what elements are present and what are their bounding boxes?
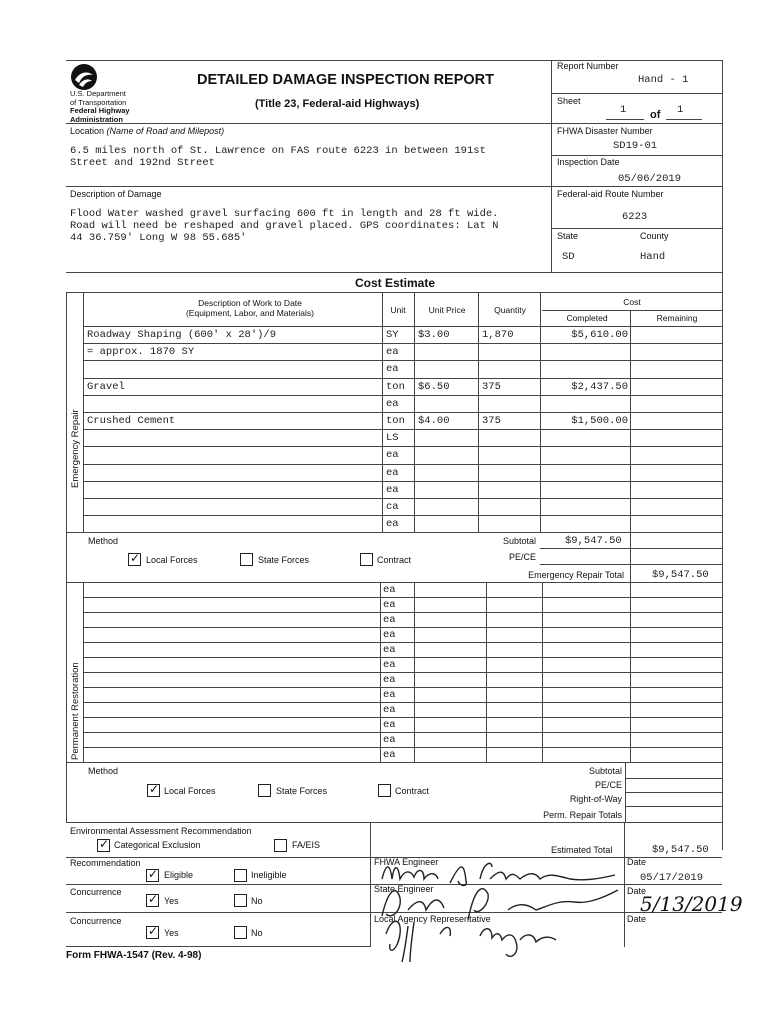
er-contract-checkbox[interactable] [360,553,373,566]
row-divider [83,481,722,482]
route-number-label: Federal-aid Route Number [557,189,664,199]
local-date-label: Date [627,914,647,924]
pr-totals-label: Perm. Repair Totals [543,810,622,820]
completed-header: Completed [566,313,608,323]
row-divider [83,747,722,748]
er-state-forces-checkbox[interactable] [240,553,253,566]
pr-local-forces-label: Local Forces [164,786,216,796]
er-method-label: Method [88,536,119,546]
er-completed-cell[interactable]: $5,610.00 [571,329,628,341]
concurrence-1-no-label: No [251,896,263,906]
cat-exclusion-label: Categorical Exclusion [114,840,201,850]
page-title: DETAILED DAMAGE INSPECTION REPORT [197,72,494,88]
unit-price-header: Unit Price [428,305,466,315]
fhwa-date[interactable]: 05/17/2019 [640,872,704,884]
er-unit-price-cell[interactable]: $3.00 [418,329,450,341]
of-label: of [650,109,661,121]
row-divider [83,597,722,598]
concurrence-2-no-checkbox[interactable] [234,926,247,939]
concurrence-1-yes-label: Yes [164,896,179,906]
location-label: Location (Name of Road and Milepost) [70,126,225,136]
pr-unit-cell[interactable]: ea [383,719,396,731]
checkmark-icon: ✓ [148,924,159,938]
fa-eis-label: FA/EIS [292,840,321,850]
local-rep-label: Local Agency Representative [374,914,491,924]
er-quantity-cell[interactable]: 1,870 [482,329,514,341]
er-local-forces-label: Local Forces [146,555,198,565]
damage-label: Description of Damage [70,189,162,199]
emergency-repair-label: Emergency Repair [70,409,81,488]
row-divider [83,360,722,361]
er-subtotal[interactable]: $9,547.50 [565,535,622,547]
pr-unit-cell[interactable]: ea [383,689,396,701]
concurrence-1-yes-checkbox[interactable] [146,894,159,907]
page-subtitle: (Title 23, Federal-aid Highways) [255,98,420,110]
pr-contract-checkbox[interactable] [378,784,391,797]
row-divider [83,498,722,499]
er-unit-cell[interactable]: ea [386,363,399,376]
er-description-cell[interactable]: Roadway Shaping (600' x 28')/9 [87,329,277,341]
er-unit-cell[interactable]: ea [386,483,399,496]
sheet-label: Sheet [557,96,581,106]
er-state-forces-label: State Forces [258,555,310,565]
er-unit-cell[interactable]: ea [386,466,399,479]
row-divider [83,429,722,430]
state-date[interactable]: 5/13/2019 [640,892,743,916]
permanent-restoration-label: Permanent Restoration [70,662,81,760]
state-label: State [557,231,579,241]
er-unit-cell[interactable]: ea [386,449,399,462]
fhwa-engineer-label: FHWA Engineer [374,857,439,867]
local-rep-signature [380,914,580,964]
ineligible-checkbox[interactable] [234,869,247,882]
ineligible-label: Ineligible [251,870,287,880]
pr-unit-cell[interactable]: ea [383,644,396,656]
row-divider [83,612,722,613]
pr-method-label: Method [88,766,119,776]
er-unit-price-cell[interactable]: $4.00 [418,415,450,427]
eligible-label: Eligible [164,870,194,880]
pr-state-forces-label: State Forces [276,786,328,796]
row-divider [83,657,722,658]
er-pece-label: PE/CE [508,552,536,562]
row-divider [83,446,722,447]
pr-unit-cell[interactable]: ea [383,584,396,596]
cost-estimate-title: Cost Estimate [355,276,436,290]
pr-unit-cell[interactable]: ea [383,749,396,761]
checkmark-icon: ✓ [148,867,159,881]
row-divider [83,732,722,733]
state-value[interactable]: SD [562,251,575,263]
er-completed-cell[interactable]: $1,500.00 [571,415,628,427]
form-number: Form FHWA-1547 (Rev. 4-98) [66,950,202,961]
er-completed-cell[interactable]: $2,437.50 [571,380,628,393]
concurrence-2-no-label: No [251,928,263,938]
row-divider [83,464,722,465]
pr-local-forces-checkbox[interactable] [147,784,160,797]
recommendation-label: Recommendation [70,858,141,868]
row-divider [83,687,722,688]
concurrence-1-label: Concurrence [70,887,122,897]
er-local-forces-checkbox[interactable] [128,553,141,566]
er-total-label: Emergency Repair Total [528,570,624,580]
row-divider [83,378,722,379]
remaining-header: Remaining [656,313,698,323]
description-header: Description of Work to Date (Equipment, Labor, and Materials) [185,298,315,318]
er-quantity-cell[interactable]: 375 [482,380,501,393]
er-unit-price-cell[interactable]: $6.50 [418,380,450,393]
pr-unit-cell[interactable]: ea [383,629,396,641]
er-unit-cell[interactable]: ea [386,397,399,410]
pr-right-of-way-label: Right-of-Way [569,794,622,804]
er-total[interactable]: $9,547.50 [652,569,709,581]
pr-state-forces-checkbox[interactable] [258,784,271,797]
er-unit-cell[interactable]: ton [386,380,405,393]
pr-unit-cell[interactable]: ea [383,599,396,611]
quantity-header: Quantity [494,305,526,315]
row-divider [83,515,722,516]
pr-unit-cell[interactable]: ea [383,659,396,671]
er-contract-label: Contract [377,555,412,565]
pr-unit-cell[interactable]: ea [383,614,396,626]
er-unit-cell[interactable]: LS [386,432,399,445]
checkmark-icon: ✓ [99,837,110,851]
county-label: County [640,231,669,241]
inspection-date[interactable]: 05/06/2019 [618,173,682,185]
checkmark-icon: ✓ [130,551,141,565]
er-unit-cell[interactable]: ea [386,346,399,359]
cost-header: Cost [623,297,641,307]
sheet-total[interactable]: 1 [677,104,684,116]
row-divider [83,702,722,703]
state-date-label: Date [627,886,647,896]
county-value[interactable]: Hand [640,251,666,263]
eligible-checkbox[interactable] [146,869,159,882]
checkmark-icon: ✓ [149,782,160,796]
pr-contract-label: Contract [395,786,430,796]
agency-name: U.S. Department of Transportation Federal Highway Administration [70,89,130,124]
er-unit-cell[interactable]: ea [386,518,399,531]
er-unit-cell[interactable]: ca [386,501,399,513]
sheet-number[interactable]: 1 [620,104,627,116]
pr-unit-cell[interactable]: ea [383,674,396,686]
estimated-total-label: Estimated Total [551,845,613,855]
disaster-number-label: FHWA Disaster Number [557,126,653,136]
row-divider [83,627,722,628]
state-engineer-label: State Engineer [374,884,434,894]
er-quantity-cell[interactable]: 375 [482,415,501,427]
er-unit-cell[interactable]: ton [386,415,405,427]
pr-unit-cell[interactable]: ea [383,734,396,746]
concurrence-1-no-checkbox[interactable] [234,894,247,907]
dot-logo-icon [70,63,98,91]
row-divider [83,642,722,643]
concurrence-2-yes-label: Yes [164,928,179,938]
er-unit-cell[interactable]: SY [386,329,399,341]
checkmark-icon: ✓ [148,892,159,906]
row-divider [83,672,722,673]
unit-header: Unit [390,305,406,315]
damage-text[interactable]: Flood Water washed gravel surfacing 600 ft in length and 28 ft wide. Road will need be reshaped and gravel placed. GPS coordinates: Lat N 44 36.759' Long W 98 55.685' [70,208,499,244]
pr-subtotal-label: Subtotal [588,766,622,776]
row-divider [83,343,722,344]
row-divider [83,412,722,413]
er-description-cell[interactable]: = approx. 1870 SY [87,346,195,359]
er-description-cell[interactable]: Gravel [87,380,125,393]
pr-unit-cell[interactable]: ea [383,704,396,716]
disaster-number[interactable]: SD19-01 [613,140,658,152]
report-number-label: Report Number [557,61,619,71]
concurrence-2-label: Concurrence [70,916,122,926]
inspection-date-label: Inspection Date [557,157,620,167]
location-text[interactable]: 6.5 miles north of St. Lawrence on FAS route 6223 in between 191st Street and 192nd Street [70,145,486,169]
fa-eis-checkbox[interactable] [274,839,287,852]
pr-pece-label: PE/CE [594,780,622,790]
row-divider [83,717,722,718]
report-number[interactable]: Hand - 1 [638,74,689,86]
fhwa-date-label: Date [627,857,647,867]
concurrence-2-yes-checkbox[interactable] [146,926,159,939]
cat-exclusion-checkbox[interactable] [97,839,110,852]
env-assessment-label: Environmental Assessment Recommendation [70,826,252,836]
estimated-total[interactable]: $9,547.50 [652,844,709,856]
er-description-cell[interactable]: Crushed Cement [87,415,176,427]
row-divider [83,395,722,396]
er-subtotal-label: Subtotal [502,536,536,546]
route-number[interactable]: 6223 [622,211,648,223]
